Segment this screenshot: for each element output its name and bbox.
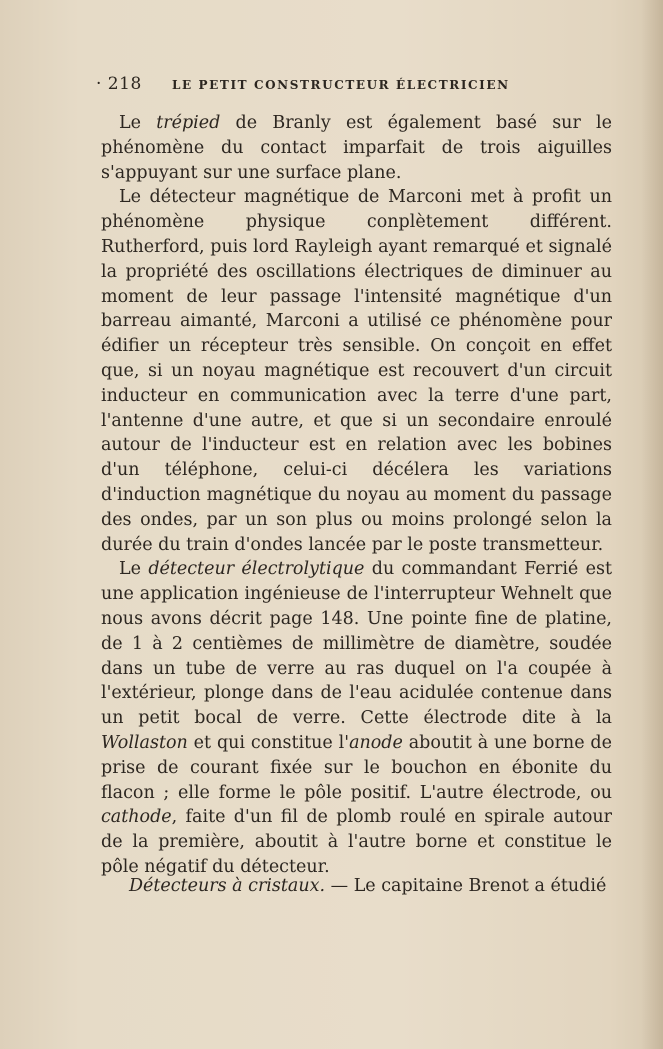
italic-term: détecteur électrolytique — [148, 559, 365, 580]
paragraph-tripod — [101, 111, 612, 185]
text-run: Le — [119, 559, 149, 580]
page-header — [96, 74, 616, 98]
text-run: et qui constitue l' — [187, 732, 350, 753]
running-head: LE PETIT CONSTRUCTEUR ÉLECTRICIEN — [172, 78, 510, 92]
paragraph-magnetic-detector — [101, 185, 612, 557]
italic-term: anode — [349, 732, 403, 753]
italic-term: cathode — [101, 807, 172, 828]
italic-term: Wollaston — [101, 732, 188, 753]
text-run: de Branly est également basé sur le phénomène du contact imparfait de trois aiguilles s'appuyant sur une surface plane. — [101, 113, 612, 183]
paragraph-electrolytic-detector — [101, 557, 612, 879]
section-heading: Détecteurs à cristaux. — [129, 876, 326, 896]
text-run: du commandant Ferrié est une application ingénieuse de l'interrupteur Wehnelt que nous avons décrit page 148. Une pointe fine de platine, de 1 à 2 centièmes de millimètre de diamètre, soudée dans un tube de verre au ras duquel on l'a coupée à l'extérieur, plonge dans de l'eau acidulée contenue dans un petit bocal de verre. Cette électrode dite à la — [101, 559, 612, 729]
paragraph-crystal-detectors — [101, 874, 612, 899]
text-run: , faite d'un fil de plomb roulé en spirale autour de la première, aboutit à l'autre borne et constitue le pôle négatif du détecteur. — [101, 807, 612, 877]
text-run: Le détecteur magnétique de Marconi met à profit un phénomène physique conplètement différent. Rutherford, puis lord Rayleigh ayant remarqué et signalé la propriété des oscillations électriques de diminuer au moment de leur passage l'intensité magnétique d'un barreau aimanté, Marconi a utilisé ce phénomène pour édifier un récepteur très sensible. On conçoit en effet que, si un noyau magnétique est recouvert d'un circuit inducteur en communication avec la terre d'une part, l'antenne d'une autre, et que si un secondaire enroulé autour de l'inducteur est en relation avec les bobines d'un téléphone, celui-ci décélera les variations d'induction magnétique du noyau au moment du passage des ondes, par un son plus ou moins prolongé selon la durée du train d'ondes lancée par le poste transmetteur. — [101, 187, 612, 555]
text-run: aboutit à une borne de prise de courant fixée sur le bouchon en ébonite du flacon ; elle forme le pôle positif. L'autre électrode, ou — [101, 732, 612, 803]
text-run: — Le capitaine Brenot a étudié — [325, 876, 607, 896]
page-number: · 218 — [96, 74, 142, 94]
body-text — [101, 111, 612, 880]
text-run: Le — [119, 113, 157, 133]
italic-term: trépied — [156, 113, 221, 133]
